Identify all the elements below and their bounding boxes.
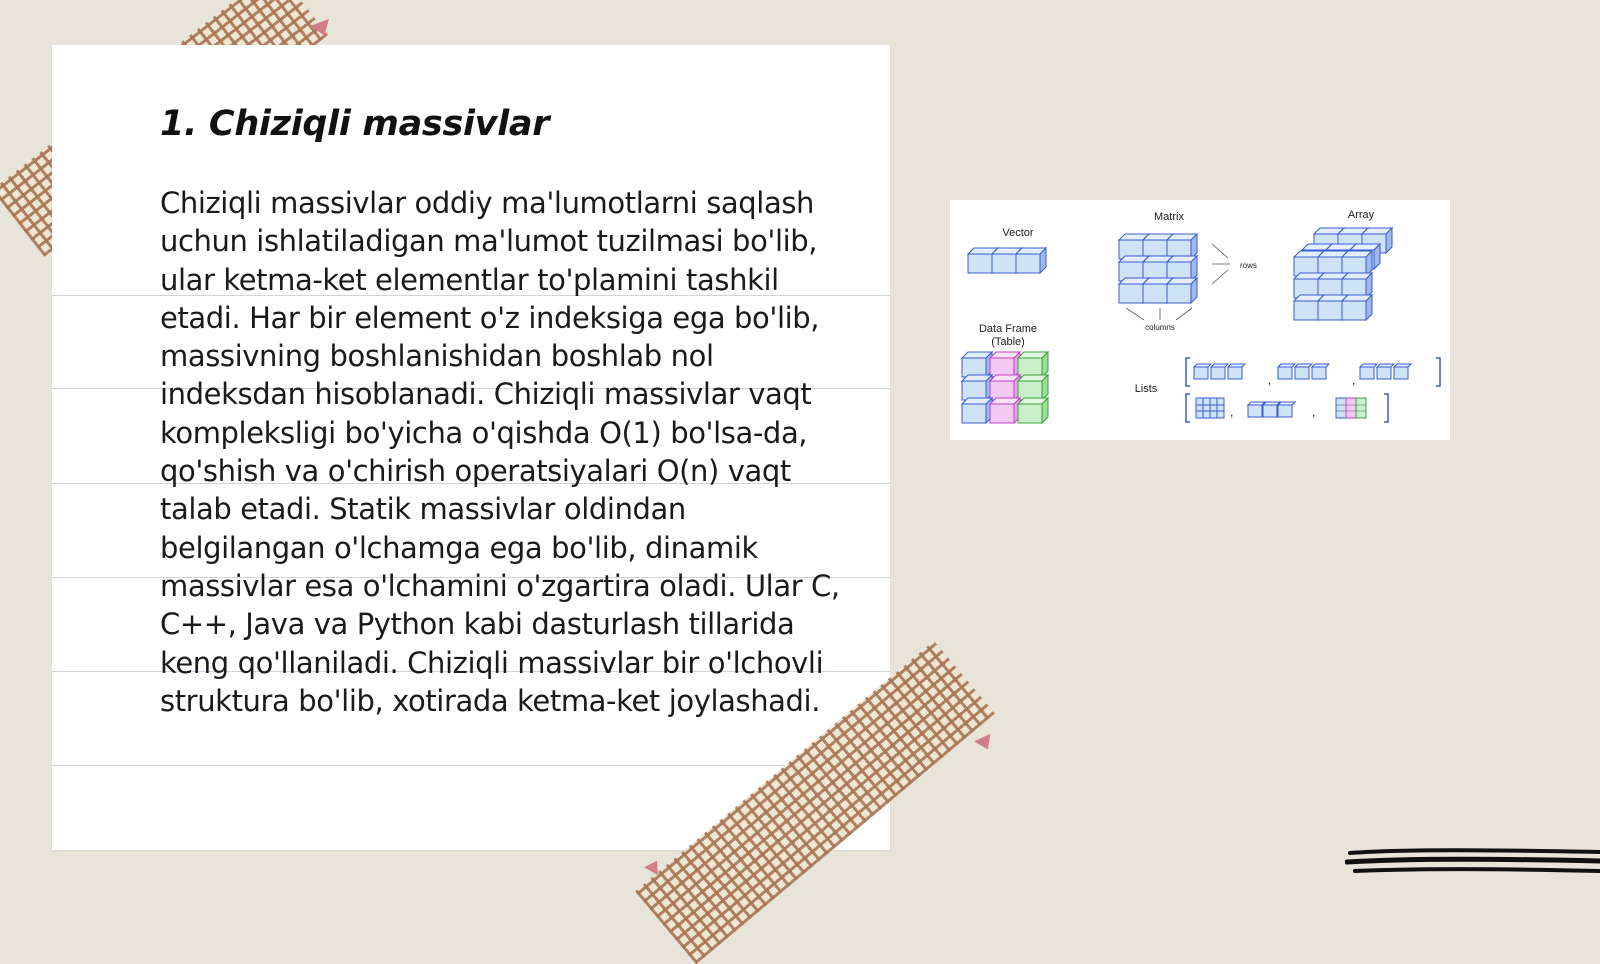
svg-text:,: , (1230, 405, 1234, 419)
brush-strokes-decoration (1345, 845, 1600, 895)
svg-text:,: , (1268, 373, 1272, 387)
list-row-1 (1186, 358, 1440, 387)
columns-label: columns (1145, 323, 1175, 332)
lists-label: Lists (1134, 383, 1158, 395)
dataframe-cells (962, 352, 1048, 423)
list-row-2 (1186, 394, 1388, 422)
matrix-cells (1119, 234, 1197, 303)
slide-body-text: Chiziqli massivlar oddiy ma'lumotlarni saqlash uchun ishlatiladigan ma'lumot tuzilmasi bo'lib, ular ketma-ket elementlar to'plamini tashkil etadi. Har bir element o'z indeksiga ega bo'lib, massivning boshlanishidan boshlab nol indeksdan hisoblanadi. Chiziqli massivlar vaqt kompleksligi bo'yicha o'qishda O(1) bo'lsa-da, qo'shish va o'chirish operatsiyalari O(n) vaqt talab etadi. Statik massivlar oldindan belgilangan o'lchamga ega bo'lib, dinamik massivlar esa o'lchamini o'zgartira oladi. Ular C, C++, Java va Python kabi dasturlash tillarida keng qo'llaniladi. Chiziqli massivlar bir o'lchovli struktura bo'lib, xotirada ketma-ket joylashadi. (160, 186, 840, 718)
matrix-label: Matrix (1154, 211, 1184, 223)
data-structures-figure (950, 200, 1450, 440)
vector-label: Vector (1002, 227, 1034, 239)
svg-text:,: , (1312, 405, 1316, 419)
data-structures-diagram (950, 200, 1450, 440)
vector-cells (968, 248, 1046, 273)
tape-corner-decoration (974, 734, 996, 753)
rows-label: rows (1240, 261, 1257, 270)
svg-text:,: , (1352, 373, 1356, 387)
dataframe-label: Data Frame (978, 323, 1038, 335)
paper-rule-line (52, 765, 890, 766)
array-cells (1294, 228, 1392, 320)
array-label: Array (1347, 209, 1375, 221)
dataframe-sublabel: (Table) (991, 336, 1025, 348)
slide-title: 1. Chiziqli massivlar (160, 104, 550, 144)
